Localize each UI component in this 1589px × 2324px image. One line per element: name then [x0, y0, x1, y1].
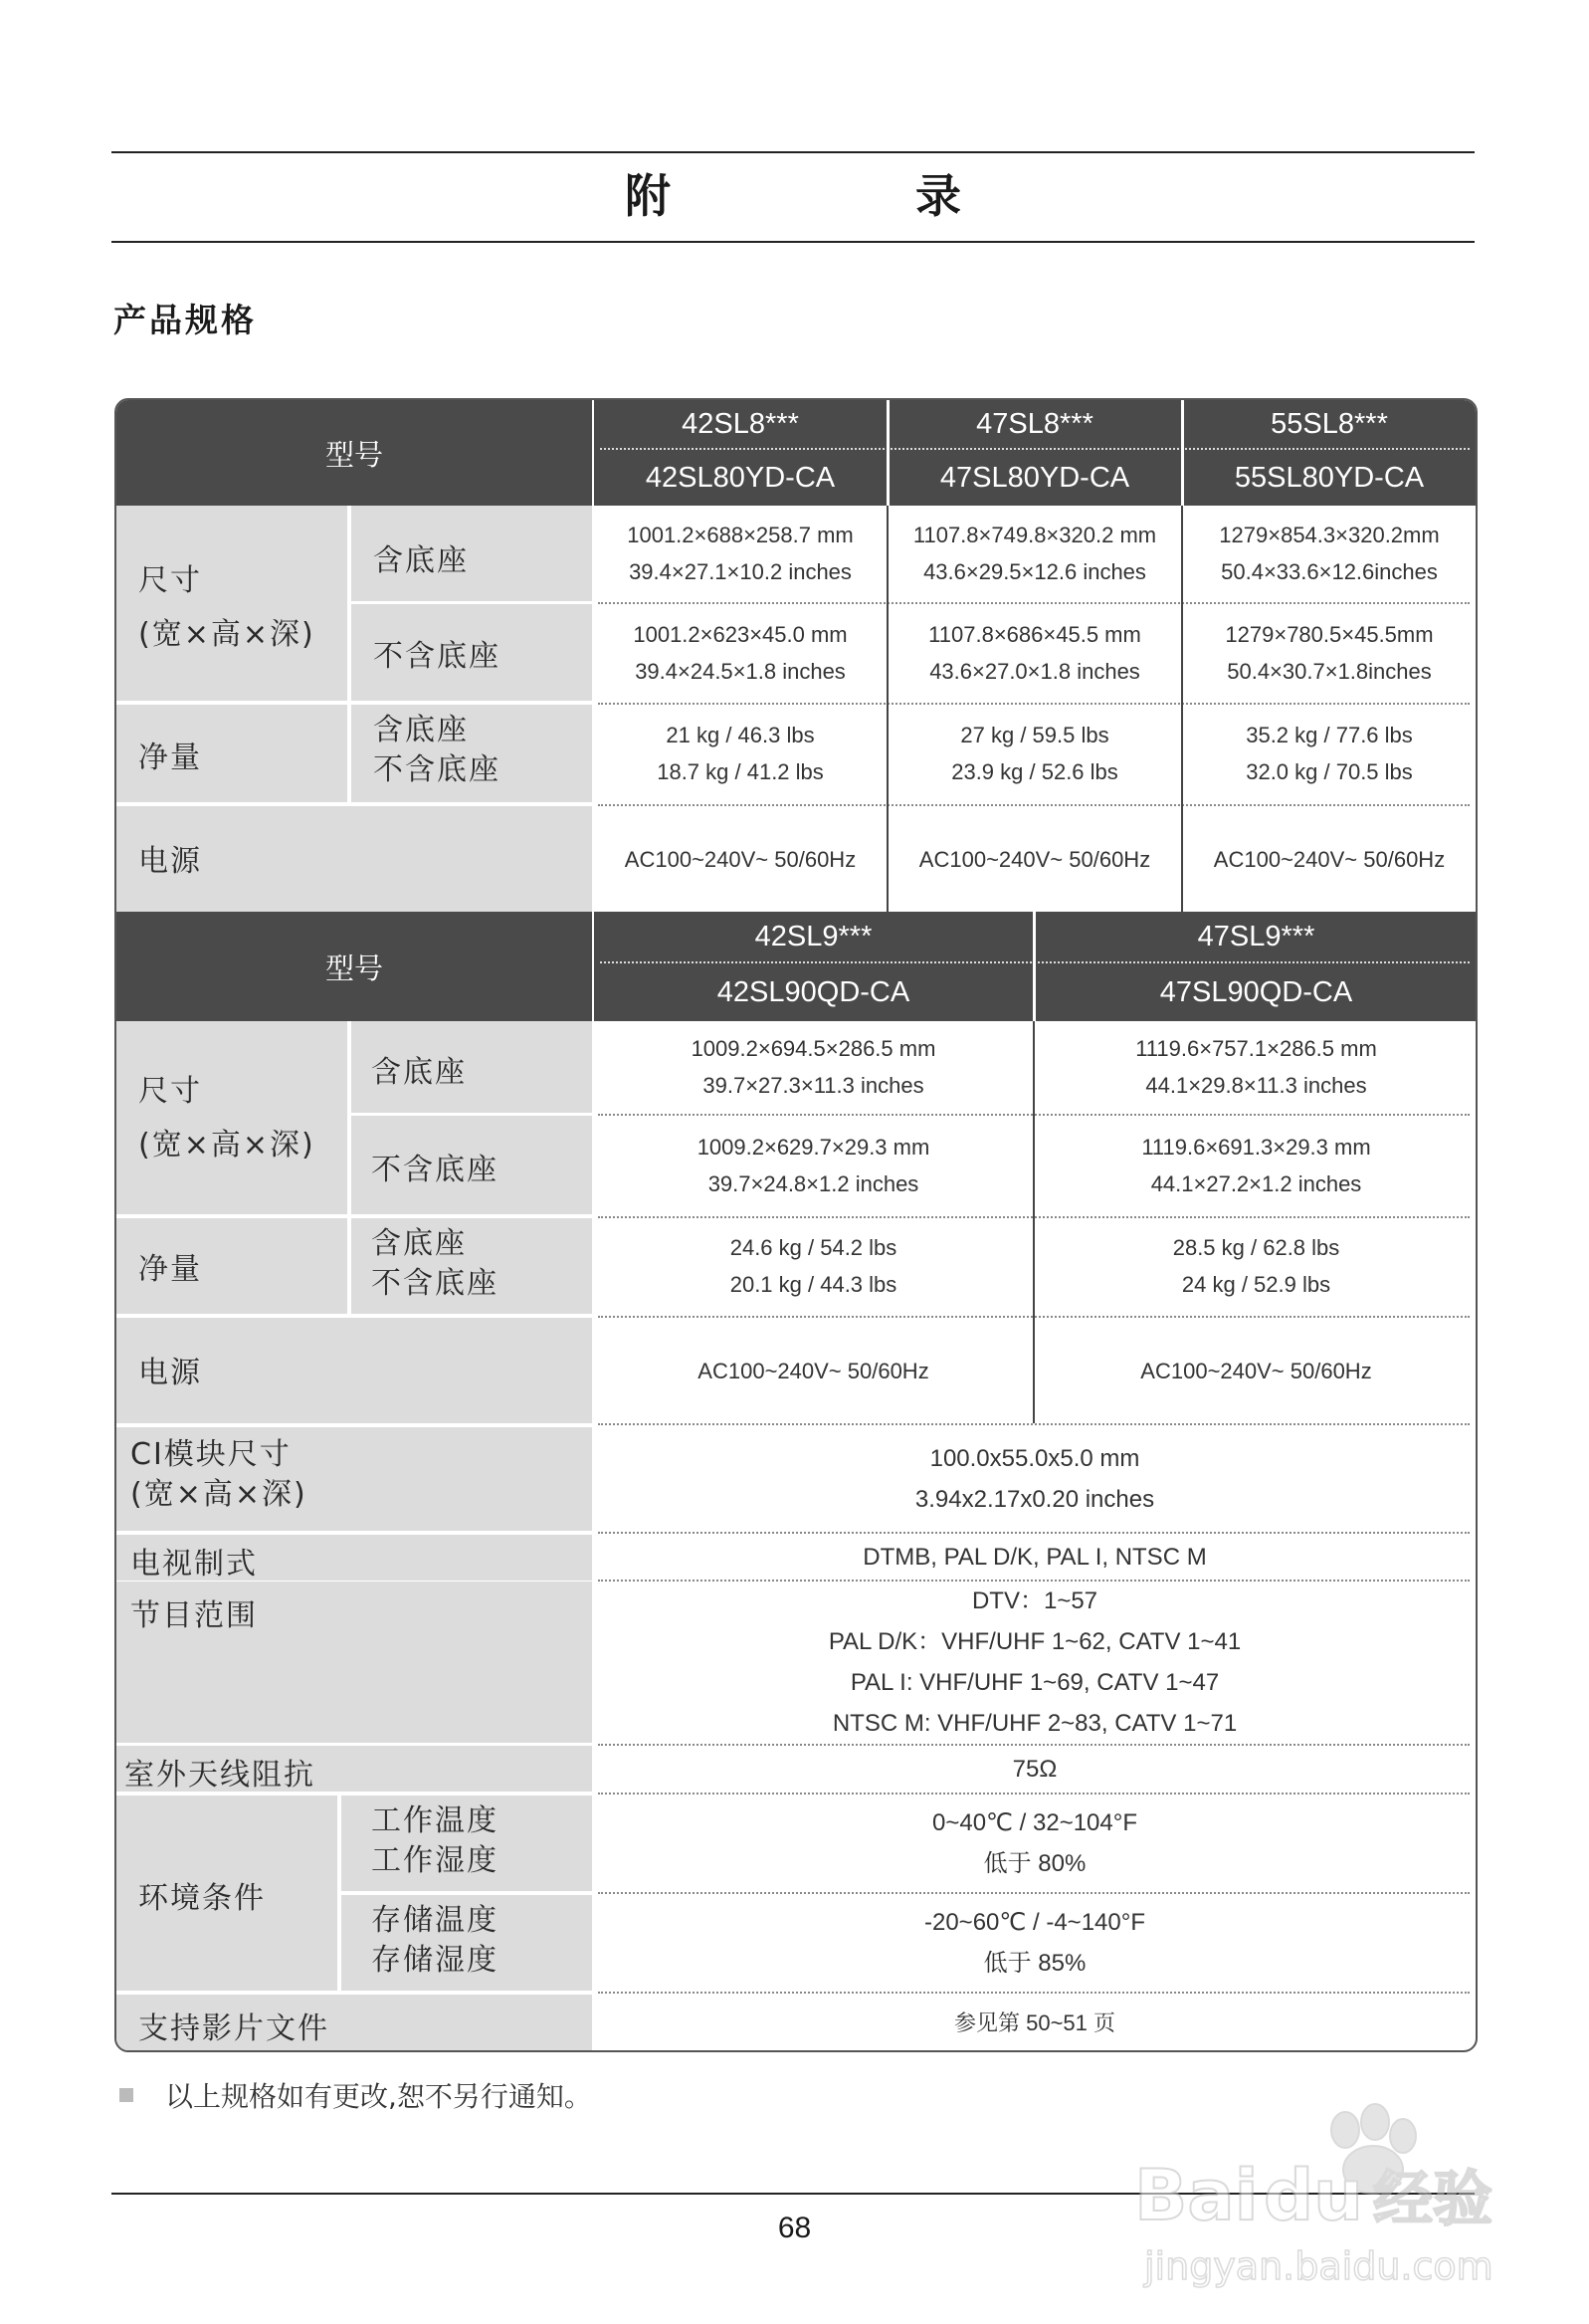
with-stand-label: 含底座 [373, 543, 469, 578]
label-gap [116, 1214, 592, 1217]
model-header-2: 型号 [116, 912, 592, 1021]
svg-text:经验: 经验 [1373, 2165, 1492, 2234]
size-without-stand-value: 1279×780.5×45.5mm 50.4×30.7×1.8inches [1225, 621, 1434, 684]
size-label: 尺寸 (宽×高×深) [138, 563, 315, 652]
row-divider [598, 1423, 1470, 1425]
label-gap [116, 1423, 592, 1426]
weight-sub-labels: 含底座 不含底座 [371, 1226, 498, 1301]
power-value: AC100~240V~ 50/60Hz [1213, 846, 1446, 872]
model-cell: 47SL90QD-CA [1159, 975, 1353, 1008]
page-title: 附 录 [625, 169, 1061, 223]
label-gap [116, 1991, 592, 1994]
without-stand-label: 不含底座 [373, 639, 500, 674]
svg-text:jingyan.baidu.com: jingyan.baidu.com [1144, 2244, 1493, 2288]
column-divider [887, 506, 889, 912]
label-gap [116, 1314, 592, 1317]
power-value: AC100~240V~ 50/60Hz [918, 846, 1151, 872]
top-rule [111, 151, 1475, 153]
svg-text:du: du [1264, 2155, 1363, 2236]
header-vline [1181, 400, 1184, 506]
power-value: AC100~240V~ 50/60Hz [624, 846, 857, 872]
ci-size-value: 100.0x55.0x5.0 mm 3.94x2.17x0.20 inches [914, 1445, 1155, 1513]
label-gap [116, 802, 592, 805]
footnote [119, 2075, 592, 2115]
power-label: 电源 [138, 1356, 202, 1390]
model-label: 型号 [324, 437, 383, 472]
work-env-value: 0~40℃ / 32~104°F 低于 80% [931, 1809, 1138, 1877]
ci-label: CI模块尺寸 (宽×高×深) [130, 1437, 307, 1512]
size-label: 尺寸 (宽×高×深) [138, 1074, 315, 1162]
footnote-text: 以上规格如有更改,恕不另行通知。 [165, 2080, 592, 2113]
size-without-stand-value: 1119.6×691.3×29.3 mm 44.1×27.2×1.2 inches [1141, 1134, 1371, 1196]
tv-system-value: DTMB, PAL D/K, PAL I, NTSC M [863, 1543, 1207, 1571]
size-without-stand-value: 1107.8×686×45.5 mm 43.6×27.0×1.8 inches [928, 621, 1141, 684]
row-divider [598, 1992, 1470, 1994]
weight-value: 35.2 kg / 77.6 lbs 32.0 kg / 70.5 lbs [1246, 723, 1413, 784]
channel-range-label: 节目范围 [130, 1598, 258, 1633]
power-value: AC100~240V~ 50/60Hz [1140, 1358, 1372, 1383]
label-gap [116, 701, 592, 704]
weight-value: 28.5 kg / 62.8 lbs 24 kg / 52.9 lbs [1172, 1235, 1340, 1297]
size-without-stand-value: 1009.2×629.7×29.3 mm 39.7×24.8×1.2 inches [696, 1134, 930, 1196]
work-env-labels: 工作温度 工作湿度 [371, 1803, 498, 1878]
row-divider [598, 1532, 1470, 1534]
row-divider [598, 1793, 1470, 1795]
spec-table [114, 398, 1478, 2052]
title-rule [111, 241, 1475, 243]
video-files-value: 参见第 50~51 页 [953, 2009, 1115, 2035]
series-cell: 47SL9*** [1197, 920, 1315, 952]
size-without-stand-value: 1001.2×623×45.0 mm 39.4×24.5×1.8 inches [633, 621, 848, 684]
storage-env-labels: 存储温度 存储湿度 [371, 1903, 498, 1978]
series-cell: 55SL8*** [1271, 407, 1388, 440]
storage-env-value: -20~60℃ / -4~140°F 低于 85% [923, 1909, 1145, 1977]
series-cell: 42SL9*** [754, 920, 873, 952]
section-title: 产品规格 [113, 301, 257, 339]
weight-label: 净量 [138, 740, 202, 775]
model-cell: 55SL80YD-CA [1234, 461, 1425, 494]
model-cell: 42SL80YD-CA [645, 461, 836, 494]
series-cell: 47SL8*** [976, 407, 1093, 440]
power-label: 电源 [138, 844, 202, 879]
channel-range-value: DTV：1~57 PAL D/K：VHF/UHF 1~62, CATV 1~41 PAL I: VHF/UHF 1~69, CATV 1~47 NTSC M: VHF/UHF 2~83, CATV 1~71 [828, 1587, 1242, 1737]
column-divider [1033, 1021, 1035, 1423]
page-number: 68 [777, 2212, 812, 2244]
header-vline [887, 400, 890, 506]
without-stand-label: 不含底座 [371, 1153, 498, 1187]
power-value: AC100~240V~ 50/60Hz [697, 1358, 929, 1383]
size-with-stand-value: 1009.2×694.5×286.5 mm 39.7×27.3×11.3 inches [691, 1036, 936, 1098]
model-cell: 42SL90QD-CA [716, 975, 910, 1008]
weight-value: 24.6 kg / 54.2 lbs 20.1 kg / 44.3 lbs [729, 1235, 897, 1297]
row-divider [598, 1892, 1470, 1894]
antenna-value: 75Ω [1012, 1755, 1058, 1783]
model-cell: 47SL80YD-CA [939, 461, 1130, 494]
series-cell: 42SL8*** [682, 407, 799, 440]
tv-system-label: 电视制式 [130, 1547, 258, 1582]
size-with-stand-value: 1119.6×757.1×286.5 mm 44.1×29.8×11.3 inches [1135, 1036, 1377, 1098]
model-header-1 [116, 400, 592, 506]
size-with-stand-value: 1001.2×688×258.7 mm 39.4×27.1×10.2 inches [627, 523, 854, 584]
weight-label: 净量 [138, 1252, 202, 1287]
environment-label: 环境条件 [138, 1881, 266, 1916]
antenna-label: 室外天线阻抗 [124, 1758, 315, 1793]
video-files-label: 支持影片文件 [138, 2011, 329, 2046]
header-vline [1033, 912, 1036, 1021]
weight-sub-labels: 含底座 不含底座 [373, 713, 500, 787]
weight-value: 21 kg / 46.3 lbs 18.7 kg / 41.2 lbs [657, 723, 824, 784]
column-divider [1181, 506, 1183, 912]
weight-value: 27 kg / 59.5 lbs 23.9 kg / 52.6 lbs [951, 723, 1118, 784]
baidu-watermark-logo [1124, 2100, 1522, 2299]
size-with-stand-value: 1279×854.3×320.2mm 50.4×33.6×12.6inches [1219, 523, 1440, 584]
with-stand-label: 含底座 [371, 1055, 467, 1090]
bullet-square-icon [119, 2088, 133, 2102]
size-with-stand-value: 1107.8×749.8×320.2 mm 43.6×29.5×12.6 inches [912, 523, 1157, 584]
svg-text:Bai: Bai [1134, 2155, 1259, 2236]
